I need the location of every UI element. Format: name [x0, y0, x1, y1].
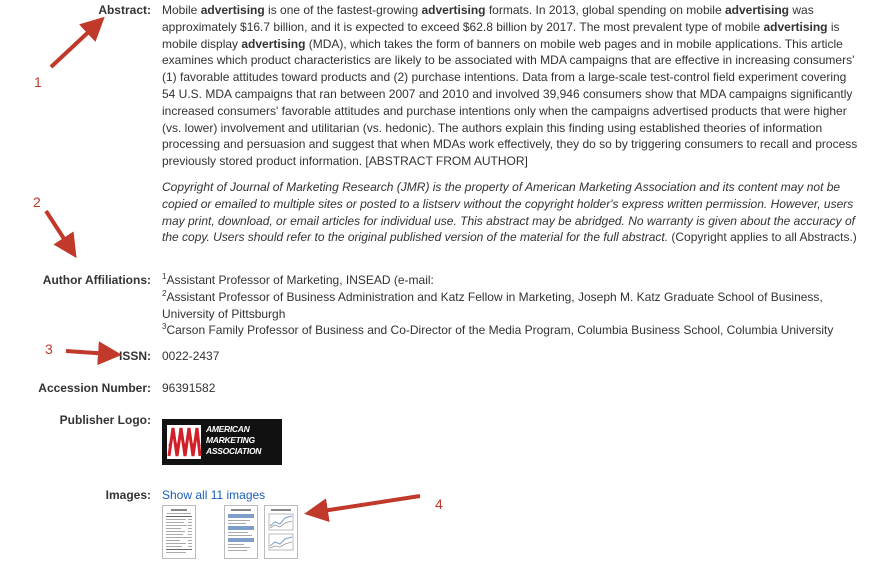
abstract-segment: is one of the fastest-growing [264, 3, 422, 17]
abstract-segment: is mobile display [162, 19, 840, 51]
annotation-number-2: 2 [33, 194, 41, 210]
arrow-1-icon [51, 25, 96, 67]
annotation-number-4: 4 [435, 496, 443, 512]
highlighted-keyword: advertising [724, 3, 790, 17]
arrow-4-icon [316, 496, 420, 512]
author-affiliations-list [162, 272, 862, 339]
annotation-number-3: 3 [45, 341, 53, 357]
highlighted-keyword: advertising [763, 19, 828, 34]
highlighted-keyword: advertising [241, 36, 306, 51]
author-affiliations-label: Author Affiliations: [42, 273, 151, 287]
show-all-images-link[interactable]: Show all 11 images [162, 488, 266, 502]
abstract-segment: was approximately $16.7 billion, and it is expected to exceed $62.8 billion by 2017. The most prevalent type of mobile [162, 3, 814, 34]
publisher-logo [162, 419, 282, 465]
image-thumbnail[interactable] [264, 505, 298, 559]
publisher-logo-text: AMERICAN MARKETING ASSOCIATION [206, 424, 262, 456]
images-label: Images: [105, 488, 151, 502]
affiliation-item: $^1$Assistant Professor of Marketing, INSEAD (e-mail: [162, 272, 434, 287]
issn-label: ISSN: [118, 349, 151, 363]
accession-number-label: Accession Number: [38, 381, 151, 395]
publisher-logo-label: Publisher Logo: [59, 413, 151, 427]
annotation-number-1: 1 [34, 74, 42, 90]
affiliation-item: $^3$Carson Family Professor of Business and Co-Director of the Media Program, Columbia Business School, Columbia University [162, 322, 834, 338]
abstract-segment: (MDA), which takes the form of banners on mobile web pages and in mobile applications. This article examines which product characteristics are likely to be associated with MDA campaigns that are effective in increasing consumers' (1) favorable attitudes toward products and (2) purchase intentions. Data from a large-scale test-control field experiment covering 54 U.S. MDA campaigns that ran between 2007 and 2010 and involved 39,946 consumers show that MDA campaigns significantly increased consumers' favorable attitudes and purchase intentions only when the campaigns advertised products that were higher (vs. lower) involvement and utilitarian (vs. hedonic). The authors explain this finding using established theories of information processing and persuasion and suggest that when MDAs work effectively, they do so by triggering consumers to recall and process previously stored product information. [ABSTRACT FROM AUTHOR] [162, 36, 858, 169]
copyright-notice [162, 179, 862, 246]
copyright-applies-note: (Copyright applies to all Abstracts.) [671, 230, 857, 245]
image-thumbnail[interactable] [162, 505, 196, 559]
abstract-text [162, 2, 862, 170]
highlighted-keyword: advertising [421, 3, 486, 17]
affiliation-item: $^2$Assistant Professor of Business Administration and Katz Fellow in Marketing, Joseph M. Katz Graduate School of Business, University of Pittsburgh [162, 288, 823, 321]
ama-logo-mark-icon [164, 419, 204, 465]
highlighted-keyword: advertising [200, 3, 265, 17]
copyright-text: Copyright of Journal of Marketing Research (JMR) is the property of American Marketing Association and its content may not be copied or emailed to multiple sites or posted to a listserv without the copyright holder's express written permission. However, users may print, download, or email articles for individual use. This abstract may be abridged. No warranty is given about the accuracy of the copy. Users should refer to the original published version of the material for the full abstract. [162, 180, 855, 245]
arrow-3-icon [66, 351, 110, 354]
abstract-segment: Mobile [162, 3, 201, 17]
accession-number-value: 96391582 [162, 381, 216, 395]
arrow-2-icon [46, 211, 70, 248]
image-thumbnail[interactable] [224, 505, 258, 559]
issn-value: 0022-2437 [162, 349, 220, 363]
abstract-label: Abstract: [98, 3, 151, 17]
abstract-segment: formats. In 2013, global spending on mobile [485, 3, 725, 17]
